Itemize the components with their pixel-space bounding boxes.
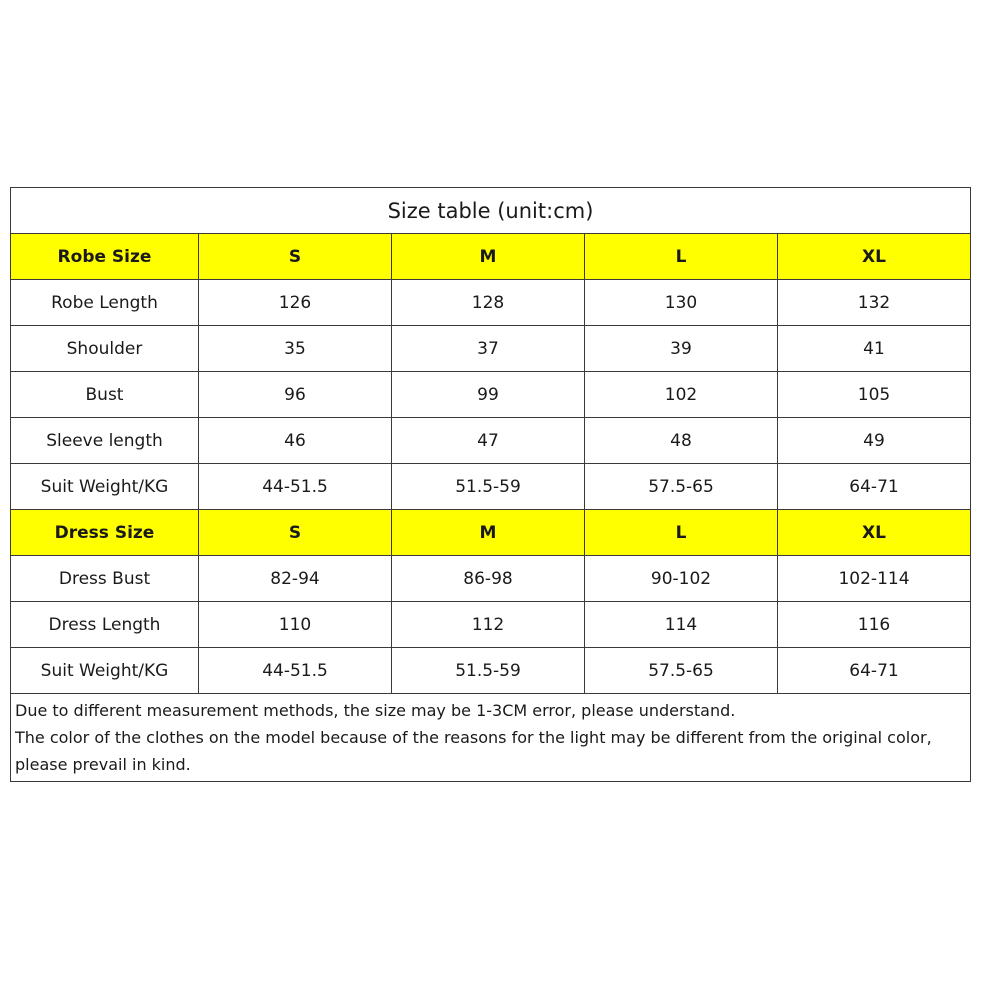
dress-header-label: Dress Size — [11, 510, 199, 556]
table-cell: 37 — [392, 326, 585, 372]
table-cell: 114 — [585, 602, 778, 648]
table-cell: 51.5-59 — [392, 648, 585, 694]
table-cell: 86-98 — [392, 556, 585, 602]
table-cell: 126 — [199, 280, 392, 326]
dress-header-size-m: M — [392, 510, 585, 556]
table-cell: 49 — [778, 418, 971, 464]
table-row — [11, 602, 971, 648]
robe-header-size-m: M — [392, 234, 585, 280]
row-label: Bust — [11, 372, 199, 418]
table-cell: 82-94 — [199, 556, 392, 602]
table-cell: 128 — [392, 280, 585, 326]
table-cell: 39 — [585, 326, 778, 372]
table-cell: 105 — [778, 372, 971, 418]
table-cell: 110 — [199, 602, 392, 648]
row-label: Dress Bust — [11, 556, 199, 602]
table-cell: 44-51.5 — [199, 464, 392, 510]
row-label: Suit Weight/KG — [11, 648, 199, 694]
note-measurement-error: Due to different measurement methods, the size may be 1-3CM error, please understand. — [15, 701, 736, 720]
table-title-row — [11, 188, 971, 234]
table-cell: 99 — [392, 372, 585, 418]
row-label: Sleeve length — [11, 418, 199, 464]
table-cell: 90-102 — [585, 556, 778, 602]
table-cell: 64-71 — [778, 648, 971, 694]
table-cell: 41 — [778, 326, 971, 372]
row-label: Suit Weight/KG — [11, 464, 199, 510]
size-table — [10, 187, 971, 782]
robe-header-size-xl: XL — [778, 234, 971, 280]
table-cell: 47 — [392, 418, 585, 464]
notes-cell — [11, 694, 971, 782]
dress-header-row — [11, 510, 971, 556]
table-row — [11, 556, 971, 602]
robe-header-label: Robe Size — [11, 234, 199, 280]
note-color-difference: The color of the clothes on the model because of the reasons for the light may be different from the original color, please prevail in kind. — [15, 728, 932, 774]
table-cell: 44-51.5 — [199, 648, 392, 694]
dress-header-size-xl: XL — [778, 510, 971, 556]
table-row — [11, 326, 971, 372]
table-cell: 116 — [778, 602, 971, 648]
size-table-container — [10, 187, 970, 782]
table-row — [11, 280, 971, 326]
table-row — [11, 372, 971, 418]
table-cell: 57.5-65 — [585, 648, 778, 694]
table-cell: 102 — [585, 372, 778, 418]
row-label: Dress Length — [11, 602, 199, 648]
table-cell: 46 — [199, 418, 392, 464]
table-cell: 130 — [585, 280, 778, 326]
table-row — [11, 464, 971, 510]
table-row — [11, 418, 971, 464]
table-cell: 132 — [778, 280, 971, 326]
table-cell: 96 — [199, 372, 392, 418]
robe-header-row — [11, 234, 971, 280]
row-label: Robe Length — [11, 280, 199, 326]
dress-header-size-l: L — [585, 510, 778, 556]
notes-row — [11, 694, 971, 782]
table-cell: 48 — [585, 418, 778, 464]
robe-header-size-s: S — [199, 234, 392, 280]
dress-header-size-s: S — [199, 510, 392, 556]
table-cell: 112 — [392, 602, 585, 648]
table-cell: 64-71 — [778, 464, 971, 510]
robe-header-size-l: L — [585, 234, 778, 280]
table-row — [11, 648, 971, 694]
table-cell: 57.5-65 — [585, 464, 778, 510]
table-title: Size table (unit:cm) — [11, 188, 971, 234]
table-cell: 35 — [199, 326, 392, 372]
table-cell: 102-114 — [778, 556, 971, 602]
row-label: Shoulder — [11, 326, 199, 372]
table-cell: 51.5-59 — [392, 464, 585, 510]
